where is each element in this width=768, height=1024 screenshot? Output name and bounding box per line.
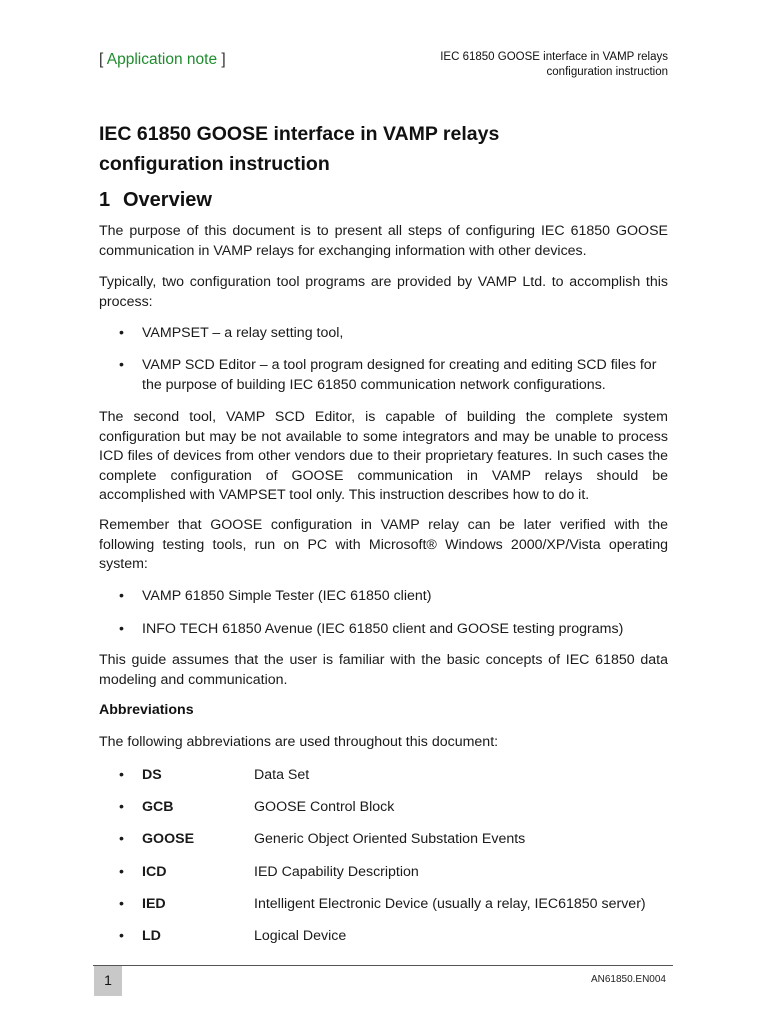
abbreviation-description: GOOSE Control Block bbox=[254, 799, 395, 815]
paragraph-testing-tools: Remember that GOOSE configuration in VAMP relay can be later verified with the following testing tools, run on PC with Microsoft® Windows 2000/XP/Vista operating system: bbox=[99, 517, 668, 572]
bullet-dot: • bbox=[119, 357, 124, 373]
abbreviations-heading: Abbreviations bbox=[99, 702, 194, 718]
list-item-text: VAMP 61850 Simple Tester (IEC 61850 client) bbox=[142, 588, 432, 604]
abbreviation-description: IED Capability Description bbox=[254, 864, 419, 880]
bullet-dot: • bbox=[119, 831, 124, 847]
bullet-dot: • bbox=[119, 325, 124, 341]
abbreviation-code: GOOSE bbox=[142, 831, 195, 847]
paragraph-assumptions: This guide assumes that the user is familiar with the basic concepts of IEC 61850 data modeling and communication. bbox=[99, 652, 668, 688]
bracket-open: [ bbox=[99, 51, 107, 68]
list-item-avenue bbox=[119, 620, 668, 640]
bullet-dot: • bbox=[119, 767, 124, 783]
abbreviation-description: Data Set bbox=[254, 767, 310, 783]
list-item-scd-editor bbox=[119, 356, 668, 395]
application-note-label: Application note bbox=[106, 51, 218, 68]
list-item-text: VAMP SCD Editor – a tool program designed for creating and editing SCD files for the purpose of building IEC 61850 communication network configurations. bbox=[142, 357, 657, 393]
abbreviation-code: LD bbox=[142, 928, 161, 944]
list-item-text: VAMPSET – a relay setting tool, bbox=[142, 325, 344, 341]
footer-divider bbox=[93, 965, 673, 966]
document-title bbox=[99, 119, 669, 179]
title-line2: configuration instruction bbox=[99, 153, 330, 175]
abbreviation-code: GCB bbox=[142, 799, 174, 815]
header-doc-title bbox=[338, 50, 668, 80]
title-line1: IEC 61850 GOOSE interface in VAMP relays bbox=[99, 123, 500, 145]
abbreviation-description: Generic Object Oriented Substation Events bbox=[254, 831, 526, 847]
list-item-vampset bbox=[119, 324, 668, 344]
abbreviation-code: ICD bbox=[142, 864, 167, 880]
bullet-dot: • bbox=[119, 864, 124, 880]
page-number: 1 bbox=[94, 966, 122, 996]
abbreviations-intro: The following abbreviations are used throughout this document: bbox=[99, 734, 499, 750]
abbreviation-code: DS bbox=[142, 767, 162, 783]
abbreviation-code: IED bbox=[142, 896, 166, 912]
bullet-dot: • bbox=[119, 928, 124, 944]
bullet-dot: • bbox=[119, 588, 124, 604]
abbreviation-description: Intelligent Electronic Device (usually a relay, IEC61850 server) bbox=[254, 896, 646, 912]
list-item-simple-tester bbox=[119, 587, 668, 607]
bullet-dot: • bbox=[119, 799, 124, 815]
paragraph-tools-intro: Typically, two configuration tool programs are provided by VAMP Ltd. to accomplish this process: bbox=[99, 274, 668, 310]
section-number: 1 bbox=[99, 189, 111, 211]
document-code: AN61850.EN004 bbox=[590, 974, 666, 985]
paragraph-purpose: The purpose of this document is to present all steps of configuring IEC 61850 GOOSE communication in VAMP relays for exchanging information with other devices. bbox=[99, 223, 668, 259]
list-item-text: INFO TECH 61850 Avenue (IEC 61850 client and GOOSE testing programs) bbox=[142, 621, 624, 637]
section-heading bbox=[99, 189, 212, 212]
bracket-close: ] bbox=[217, 51, 226, 68]
header-title-line2: configuration instruction bbox=[546, 66, 668, 78]
bullet-dot: • bbox=[119, 896, 124, 912]
header-tag bbox=[99, 51, 226, 69]
abbreviation-description: Logical Device bbox=[254, 928, 347, 944]
section-title: Overview bbox=[123, 189, 212, 211]
bullet-dot: • bbox=[119, 621, 124, 637]
header-title-line1: IEC 61850 GOOSE interface in VAMP relays bbox=[440, 51, 668, 63]
paragraph-second-tool: The second tool, VAMP SCD Editor, is capable of building the complete system configuration but may be not available to some integrators and may be unable to process ICD files of devices from other vendors due to their proprietary features. In such cases the complete configuration of GOOSE communication in VAMP relays should be accomplished with VAMPSET tool only. This instruction describes how to do it. bbox=[99, 409, 668, 503]
